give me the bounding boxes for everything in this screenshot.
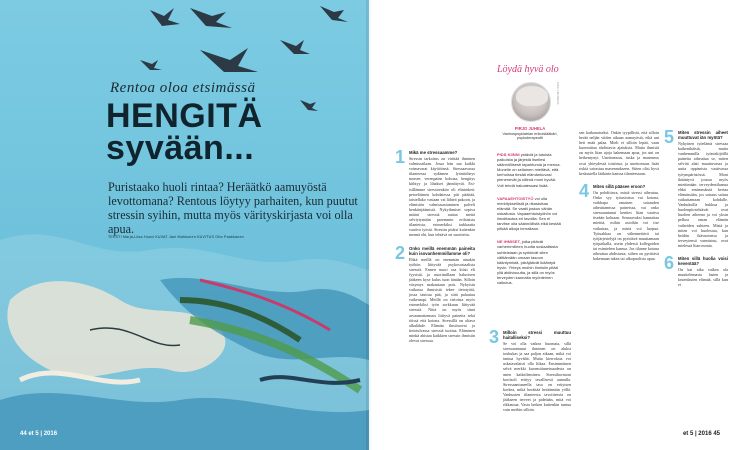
right-page xyxy=(369,0,738,450)
qa-answer: Stressin tarkoitus on virittää ihminen valmiustilaan. Jossa hän saa kaikki voimavarat käyttöönsä. Stressaavassa tilanteessa sydämen lyöntitiheys nousee, verenpaine kohoaa, hengitys kiihtyy ja lihakset jännittyvät. Esi-isillämme stressireaktio oli elintärkeä: petoeläimen kohdatessa piti päättää, taistellako vastaan vai lähteä pakoon, ja elimistön valmiusasiuminen palveli henkiinjäämistä. Nykyihmiset sopiva määrä stressiä auttaa meitä selviytymään paremmin erilaisista tilanteista, esimerkiksi tarkkaatta vaativa työstä. Stressin pitäisi kuitenkin mennä ohi, kun tehtävä on suoritettu. xyxy=(409,156,475,238)
qa-item-6 xyxy=(664,252,728,288)
sidebar-title: Löydä hyvä olo xyxy=(497,64,559,75)
expert-name: PIRJO JUHELA xyxy=(514,126,546,131)
tip-item xyxy=(497,239,563,285)
kicker: Rentoa oloa etsimässä xyxy=(110,80,256,96)
article-column-1 xyxy=(395,147,475,351)
tip-text: voi olla merkityksellistä ja rikastuttaa elämää. Se vaatii joskus vähän uskallusta. Vapaaehtoistyöhön voi ilmoittautua eri tavoilla. Sen ei tarvitse olla säännöllistä eikä kestää pitkää aikoja kerrallaan. xyxy=(497,195,561,232)
qa-item-3 xyxy=(489,327,571,413)
article-column-2 xyxy=(489,327,571,420)
qa-answer: Se voi olla vaikea huomata, sillä stressaantunut ihminen on aluksi touhukas ja saa paljon aikaan, mikä voi tuntua hyvältä. Mutta kierroksia voi uskatavalaisti olla liikaa. Ensimmäinen selvä merkki kuormittuneisuudesta on unen katkeileminen. Stressihormoni kortisoli erittyy tavallisesti aamulla. Stressaantuneella taso on erityisen korkea, mikä herättää heräämään yöllä. Vanhusten tilanteesta tavoitteesta on jääkseen terveet ja pidetään, mitä voi rikkautua. Vasta hetken kuitenkin tuntua vain meihin silloin. xyxy=(503,341,571,413)
qa-answer: Ehkä meillä on enemmän ainakin työhön liittyvää psykososiaalista stressiä. Ennen nuori osa kiisti eli fyysistä, ja nuorimillaan haluoisen jääkeen kyse kulus tuon tänään. Silloin väsymys makautaan pois. Nykyisin vaikassa ihmisistä tekee tietotyötä, jossa tauttuu pää, ja siitä palautuu vaikeampi. Meillä on tietoista myös esimerkiksi työn sorkkuun liittyvää stressiä. Niitä on myös siinä arvaamattomuus liittyvä paineita sekä töissä että kotona. Stressillä on oltava alkulähde. Elämän ilmiöuovat ja tietotulvassa stressiä tuottaa. Eläminen minkä ahistaa kaikkien stressin ihmisiin olevat stressaa. xyxy=(409,256,475,343)
tip-lead: NE IHMISET, xyxy=(497,239,521,245)
qa-question: Mikä me stressaamme? xyxy=(409,150,458,155)
deck-text: Puristaako huoli rintaa? Heräätkö aamuyöstä levottomana? Rentous löytyy parhaiten, kun puutut stressin syihin, mutta myös värityskirjasta voi olla apua. xyxy=(108,180,358,236)
headline-line-2: syvään... xyxy=(106,129,255,167)
qa-number: 1 xyxy=(395,147,406,167)
article-column-4 xyxy=(664,127,728,295)
qa-question: Milloin stressi muuttuu haitalliseksi? xyxy=(503,330,571,340)
qa-number: 6 xyxy=(664,252,675,273)
qa-item-4 xyxy=(579,180,659,262)
qa-answer: On kai aika vaikea ola muuttelemasta lasten ja lastenlasten elämää, sillä kun ei xyxy=(678,266,728,288)
avatar-hair xyxy=(516,86,548,106)
qa-question: Miten sillä pääsee eroon? xyxy=(593,183,646,189)
tip-item xyxy=(497,152,563,188)
credits: TEKSTI Marja-Liisa Huovi KUVAT Jani Mahkonen KUVITUS Otto Paakkanen xyxy=(108,235,244,239)
qa-item-1 xyxy=(395,147,475,238)
photo-credit: KUVA: LEHTIKUVA xyxy=(556,82,559,105)
tip-lead: VAPAAEHTOISTYÖ xyxy=(497,195,534,201)
qa-answer: Nykyinen työelämä stressaa kaikenikäisiä, mutta vanhemmilla työntekijöillä paineita aiheuttaa se, miten selvitä alati muuttuvassa ja uutta oppimista vaativassa työympäristössä. Moni ikääntyvä joutuu myös miettimään terveydentilaansa ehkä ensimmäistä kertaa elämässään, jos sairaus sattuu vaikuttamaan kohdalle. Vanhuksilla hukkua ja huolenpitotehtävät ovat huolten aiheena ja voi yksin pelkoa oman elämän vaiheiden suhteen. Mistä ja miten voi huolestua, kun heidän ikävuotensa ja terveytensä varmistuu, ovat mielessä liian monta. xyxy=(678,141,728,248)
qa-question: Miten stressin aiheet muuttuvat iän myötä? xyxy=(678,130,728,140)
qa-number: 4 xyxy=(579,180,590,201)
tip-lead: PIDÄ KIINNI xyxy=(497,152,520,157)
headline xyxy=(106,97,356,167)
expert-title: Vanhuspsykiatrian erikoislääkäri, psykoterapeutti xyxy=(502,132,558,141)
tips-list xyxy=(497,152,563,293)
qa-number: 5 xyxy=(664,127,675,147)
folio-left: 44 et 5 | 2016 xyxy=(20,431,58,437)
gutter-shadow xyxy=(366,0,372,450)
qa-item-5 xyxy=(664,127,728,248)
qa-number: 3 xyxy=(489,327,500,347)
qa-question: Onko meillä enemmän paineita kuin isovanhemmillamme oli? xyxy=(409,245,475,256)
article-column-3 xyxy=(579,130,659,269)
qa-answer: On pohdittava, mistä stressi aiheutuu. Onko syy työasioissa vai kotona, vaikkapa omaisen sairauden aiheuttamissa paineissa, vai onko stressaantunut kenties liian vaativa itseään kohtaan. Seuraavaksi kannattaa miettiä, mihin asioihin voi itse vaikuttaa, ja mistä voi luopua. Työuakkaa on vähennettävä tai työjärjestelyjä on pyrittävä muuttamaan työpaikalla, usein yhdessä kollegoiden tai esimiehen kanssa. Jos tilanne kotona aiheuttaa ahdistusta, siihen on pyrittävä hakemaan tukea tai ulkopuolista apua. xyxy=(593,189,659,262)
folio-right: et 5 | 2016 45 xyxy=(682,431,720,437)
tip-text: jotka pitävät varhemmilleen huolta sosiaalisista suhteistaan ja syrkkivät siten välttämään omaan tasoon kääntymistä, päräjäävät ikääntyä hyvin. Yhteys muihin ihmisiin pitää yllä aktiivisuutta, ja sillä on myös terveyden kannalta myönteinen vaikutus. xyxy=(497,239,558,286)
headline-line-1: HENGITÄ xyxy=(106,97,263,135)
qa-item-2 xyxy=(395,242,475,344)
tip-text: ystäviä ja tutuista paikoista ja järjestä itsellesi säännöllisesti tapahtumia ja menoa. Monelle on sellainen mieltävä, että kerhoissa tiesää elämänkuvasi pienenevät ja sillenä moni hyvää. Voit tehdä haluatessasi lisää. xyxy=(497,152,561,188)
qa-question: Miten sillä huolia voisi keventää? xyxy=(678,255,728,266)
expert-avatar xyxy=(511,82,551,122)
qa-number: 2 xyxy=(395,242,406,263)
tip-item xyxy=(497,196,563,232)
sidebar-box xyxy=(497,64,561,364)
column-continuation: sen katkonaiseksi. Onkin tyypillistä, että silloin herää neljän viiden aikaan aamuyöstä, eikä uni heti enää palaa. Mieli ei silloin lepää, vaan kuormittaa ahdistavia ajatuksia. Mutta ihmisiä on myös liian ujoja hakemaan apua, jos uni on heikentynyt. Unettomuus, tuska ja masennus ovat yhteydessä toisiinsa, ja unettomuus lisää riskiä sairastua masennukseen. Sitten olisi hyvä keskustella lääkärin kanssa tilanteestaan. xyxy=(579,130,659,176)
